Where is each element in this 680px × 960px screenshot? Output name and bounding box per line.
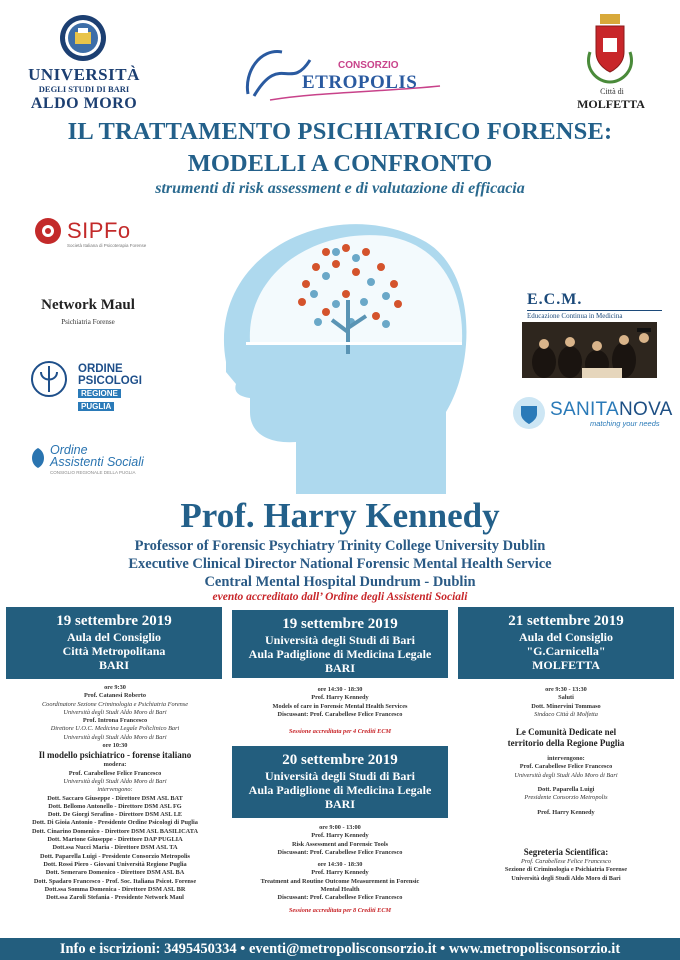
sipfo-icon bbox=[34, 217, 62, 245]
ordine-assistenti-subtitle: CONSIGLIO REGIONALE DELLA PUGLIA bbox=[50, 470, 136, 475]
program-line: ore 14:30 - 18:30 bbox=[317, 861, 363, 869]
ordine-psi-l4: PUGLIA bbox=[78, 402, 114, 411]
program-line: Università degli Studi Aldo Moro di Bari bbox=[63, 708, 167, 716]
day3-credits: Sessione accreditata per 8 Crediti ECM bbox=[288, 906, 392, 914]
day1-venue-2: Città Metropolitana bbox=[62, 644, 166, 658]
day3-venue-1: Università degli Studi di Bari bbox=[264, 769, 416, 783]
sipfo-subtitle: Società Italiana di Psicoterapia Forense bbox=[67, 243, 147, 248]
day3-program bbox=[234, 824, 446, 915]
molfetta-name: MOLFETTA bbox=[577, 97, 645, 111]
day3-venue-3: BARI bbox=[324, 797, 355, 811]
program-line: Prof. Carabellese Felice Francesco bbox=[68, 769, 162, 777]
program-line: Treatment and Routine Outcome Measurement in Forensic bbox=[260, 877, 420, 885]
program-line: Prof. Harry Kennedy bbox=[311, 832, 369, 840]
program-line: Dott. Rossi Piero - Giovani Università Regione Puglia bbox=[43, 860, 187, 868]
day4-venue-1: Aula del Consiglio bbox=[518, 630, 614, 644]
program-line: Dott. De Giorgi Serafino - Direttore DSM ASL LE bbox=[47, 811, 183, 819]
day1-venue-1: Aula del Consiglio bbox=[66, 630, 162, 644]
university-line3: ALDO MORO bbox=[30, 94, 138, 112]
program-line: Saluti bbox=[558, 694, 574, 702]
day2-program bbox=[234, 686, 446, 736]
program-line: ore 9:30 bbox=[104, 684, 126, 691]
program-line: Prof. Harry Kennedy bbox=[311, 694, 369, 702]
program-line: modera: bbox=[103, 761, 127, 769]
event-title-line2: MODELLI A CONFRONTO bbox=[187, 150, 493, 177]
ordine-psicologi-icon bbox=[30, 360, 68, 398]
date-box-day4 bbox=[458, 607, 674, 679]
event-subtitle: strumenti di risk assessment e di valutazione di efficacia bbox=[155, 180, 525, 197]
program-line: intervengono: bbox=[547, 755, 585, 763]
sanita-part: SANITA bbox=[550, 399, 620, 420]
program-line: Università degli Studi Aldo Moro di Bari bbox=[514, 771, 618, 779]
day2-credits: Sessione accreditata per 4 Crediti ECM bbox=[288, 728, 392, 736]
program-line: Prof. Harry Kennedy bbox=[311, 869, 369, 877]
program-heading: Segreteria Scientifica: bbox=[523, 846, 609, 857]
day2-venue-2: Aula Padiglione di Medicina Legale bbox=[248, 647, 432, 661]
program-heading: Le Comunità Dedicate nel bbox=[515, 727, 617, 738]
program-line: Dott. Saccaro Giuseppe - Direttore DSM ASL BAT bbox=[47, 794, 183, 802]
sanitanova-logo bbox=[550, 399, 673, 421]
speaker-role-1: Professor of Forensic Psychiatry Trinity College University Dublin bbox=[134, 538, 546, 554]
university-seal bbox=[59, 14, 107, 62]
program-line: Dott. Paparella Luigi - Presidente Consorzio Metropolis bbox=[40, 852, 190, 860]
ordine-psicologi-logo bbox=[78, 363, 142, 413]
metropolis-word: ETROPOLIS bbox=[302, 72, 418, 93]
program-line: Dott. Martone Giuseppe - Direttore DAP PUGLIA bbox=[47, 836, 183, 844]
program-line: Prof. Catanesi Roberto bbox=[84, 692, 146, 700]
event-title-line1: IL TRATTAMENTO PSICHIATRICO FORENSE: bbox=[67, 118, 613, 145]
sanitanova-icon bbox=[512, 396, 546, 430]
ordine-psi-l1: ORDINE bbox=[78, 363, 123, 375]
ordine-as-l1: Ordine bbox=[50, 443, 88, 457]
program-line: ore 9:00 - 13:00 bbox=[319, 824, 361, 831]
network-maul-logo: Network Maul bbox=[41, 297, 135, 313]
university-line2: DEGLI STUDI DI BARI bbox=[38, 84, 130, 94]
program-line: Sindaco Città di Molfetta bbox=[534, 710, 598, 718]
program-line: Prof. Carabellese Felice Francesco bbox=[521, 857, 611, 865]
day4-date: 21 settembre 2019 bbox=[508, 613, 624, 629]
speaker-role-3: Central Mental Hospital Dundrum - Dublin bbox=[204, 574, 476, 590]
program-line: Discussant: Prof. Carabellese Felice Francesco bbox=[277, 710, 403, 718]
program-line: Presidente Consorzio Metropolis bbox=[524, 794, 608, 802]
date-box-day1 bbox=[6, 607, 222, 679]
sipfo-logo-text: SIPFo bbox=[67, 218, 131, 243]
day4-venue-3: MOLFETTA bbox=[532, 658, 600, 672]
accreditation-note: evento accreditato dall’ Ordine degli Assistenti Sociali bbox=[212, 591, 468, 603]
day4-venue-2: "G.Carnicella" bbox=[526, 644, 606, 658]
program-line: Università degli Studi Aldo Moro di Bari bbox=[511, 874, 621, 882]
day2-venue-1: Università degli Studi di Bari bbox=[264, 633, 416, 647]
program-line: Dott. Minervini Tommaso bbox=[531, 702, 601, 710]
program-line: Sezione di Criminologia e Psichiatria Forense bbox=[504, 866, 628, 874]
university-line1: UNIVERSITÀ bbox=[28, 65, 140, 84]
program-line: Dott. Cinarino Domenico - Direttore DSM ASL BASILICATA bbox=[31, 827, 199, 835]
molfetta-crest bbox=[580, 12, 640, 84]
nova-part: NOVA bbox=[619, 399, 673, 420]
footer-contact-bar: Info e iscrizioni: 3495450334 • eventi@metropolisconsorzio.it • www.metropolisconsorzio.it bbox=[0, 938, 680, 960]
program-line: Università degli Studi Aldo Moro di Bari bbox=[63, 733, 167, 741]
ordine-psi-l3: REGIONE bbox=[78, 389, 121, 398]
program-line: intervengono: bbox=[97, 786, 133, 794]
program-line: Prof. Harry Kennedy bbox=[537, 808, 595, 816]
program-line: Discussant: Prof. Carabellese Felice Francesco bbox=[277, 894, 403, 902]
program-line: ore 14:30 - 18:30 bbox=[317, 686, 363, 693]
program-line: Dott. Bellomo Antonello - Direttore DSM ASL FG bbox=[48, 802, 182, 810]
program-line: Prof. Carabellese Felice Francesco bbox=[519, 763, 613, 771]
day3-venue-2: Aula Padiglione di Medicina Legale bbox=[248, 783, 432, 797]
speaker-name: Prof. Harry Kennedy bbox=[180, 496, 500, 535]
program-line: Prof. Introna Francesco bbox=[82, 717, 148, 725]
day1-date: 19 settembre 2019 bbox=[56, 613, 172, 629]
program-line: ore 10:30 bbox=[102, 742, 128, 750]
program-line: Direttore U.O.C. Medicina Legale Policlinico Bari bbox=[50, 725, 180, 733]
date-box-day2 bbox=[232, 610, 448, 678]
day2-venue-3: BARI bbox=[324, 661, 355, 675]
ordine-assistenti-icon bbox=[28, 446, 48, 470]
program-heading: Il modello psichiatrico - forense italiano bbox=[38, 750, 192, 761]
program-line: Dott. Paparella Luigi bbox=[537, 786, 595, 794]
network-maul-subtitle: Psichiatria Forense bbox=[61, 318, 115, 326]
program-line: Risk Assessment and Forensic Tools bbox=[291, 840, 389, 848]
molfetta-citta: Città di bbox=[600, 87, 624, 96]
ecm-subtitle: Educazione Continua in Medicina bbox=[527, 310, 662, 320]
program-line: ore 9:30 - 13:30 bbox=[545, 686, 587, 693]
program-line: Mental Health bbox=[320, 886, 360, 894]
program-line: Discussant: Prof. Carabellese Felice Francesco bbox=[277, 848, 403, 856]
program-line: Models of care in Forensic Mental Health Services bbox=[272, 702, 408, 710]
ordine-assistenti-logo bbox=[50, 444, 144, 468]
program-line: Dott. Di Gioia Antonio - Presidente Ordine Psicologi di Puglia bbox=[32, 819, 198, 827]
sanitanova-tagline: matching your needs bbox=[590, 419, 660, 428]
day1-program bbox=[8, 684, 222, 902]
day3-date: 20 settembre 2019 bbox=[282, 752, 398, 768]
program-line: Dott.ssa Somma Domenica - Direttore DSM ASL BR bbox=[44, 885, 186, 893]
program-line: Coordinatore Sezione Criminologia e Psichiatria Forense bbox=[41, 700, 189, 708]
head-illustration bbox=[206, 212, 476, 494]
day4-program bbox=[460, 686, 672, 883]
day1-venue-3: BARI bbox=[98, 658, 129, 672]
ecm-painting-image bbox=[522, 322, 657, 378]
ordine-psi-l2: PSICOLOGI bbox=[78, 375, 142, 387]
speaker-role-2: Executive Clinical Director National Forensic Mental Health Service bbox=[128, 556, 552, 572]
program-line: Dott.ssa Zaroli Stefania - Presidente Network Maul bbox=[46, 894, 184, 902]
program-line: Dott. Semeraro Domenico - Direttore DSM ASL BA bbox=[45, 869, 185, 877]
university-name bbox=[18, 66, 150, 112]
program-line: Dott. Spadaro Francesco - Prof. Soc. Italiana Psicot. Forense bbox=[33, 877, 197, 885]
program-line: Dott.ssa Nucci Maria - Direttore DSM ASL TA bbox=[52, 844, 178, 852]
day2-date: 19 settembre 2019 bbox=[282, 616, 398, 632]
ordine-as-l2: Assistenti Sociali bbox=[50, 455, 144, 469]
date-box-day3 bbox=[232, 746, 448, 818]
consorzio-label: CONSORZIO bbox=[338, 60, 399, 71]
program-line: Università degli Studi Aldo Moro di Bari bbox=[63, 777, 167, 785]
program-heading: territorio della Regione Puglia bbox=[507, 738, 625, 749]
ecm-logo: E.C.M. bbox=[527, 291, 583, 308]
